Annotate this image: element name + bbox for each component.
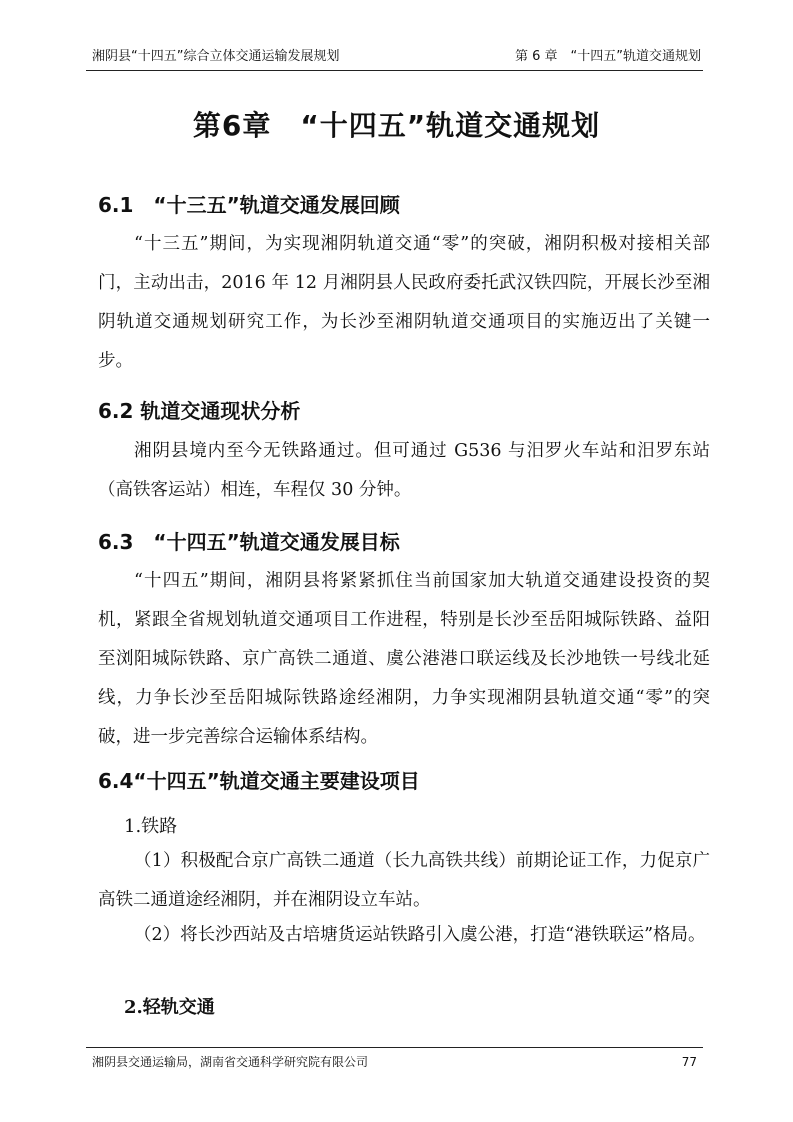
section-heading-6-1: 6.1 “十三五”轨道交通发展回顾: [98, 193, 400, 217]
section-heading-6-2: 6.2 轨道交通现状分析: [98, 399, 301, 423]
header-document-title: 湘阴县“十四五”综合立体交通运输发展规划: [92, 49, 340, 64]
section-heading-6-3: 6.3 “十四五”轨道交通发展目标: [98, 530, 400, 554]
page-number: 77: [681, 1055, 697, 1069]
page-footer: [86, 1047, 703, 1074]
chapter-title: 第6章 “十四五”轨道交通规划: [192, 109, 601, 142]
subheading-light-rail: 2.轻轨交通: [124, 997, 215, 1018]
railway-item-2: （2）将长沙西站及古培塘货运站铁路引入虞公港，打造“港铁联运”格局。: [134, 925, 706, 945]
footer-organizations: 湘阴县交通运输局，湖南省交通科学研究院有限公司: [92, 1055, 369, 1069]
section-heading-6-4: 6.4“十四五”轨道交通主要建设项目: [98, 769, 420, 793]
header-chapter-title: 第 6 章 “十四五”轨道交通规划: [514, 49, 701, 64]
section-6-2-paragraph: 湘阴县境内至今无铁路通过。但可通过 G536 与汨罗火车站和汨罗东站（高铁客运站）相连，车程仅 30 分钟。: [98, 441, 710, 500]
page-header: [86, 44, 703, 71]
subheading-railway: 1.铁路: [124, 816, 178, 837]
section-6-1-paragraph: “十三五”期间，为实现湘阴轨道交通“零”的突破，湘阴积极对接相关部门，主动出击，2016 年 12 月湘阴县人民政府委托武汉铁四院，开展长沙至湘阴轨道交通规划研究工作，为长沙至湘阴轨道交通项目的实施迈出了关键一步。: [98, 234, 710, 371]
railway-item-1: （1）积极配合京广高铁二通道（长九高铁共线）前期论证工作，力促京广高铁二通道途经湘阴，并在湘阴设立车站。: [98, 851, 710, 910]
section-6-3-paragraph: “十四五”期间，湘阴县将紧紧抓住当前国家加大轨道交通建设投资的契机，紧跟全省规划轨道交通项目工作进程，特别是长沙至岳阳城际铁路、益阳至浏阳城际铁路、京广高铁二通道、虞公港港口联运线及长沙地铁一号线北延线，力争长沙至岳阳城际铁路途经湘阴，力争实现湘阴县轨道交通“零”的突破，进一步完善综合运输体系结构。: [98, 571, 710, 747]
